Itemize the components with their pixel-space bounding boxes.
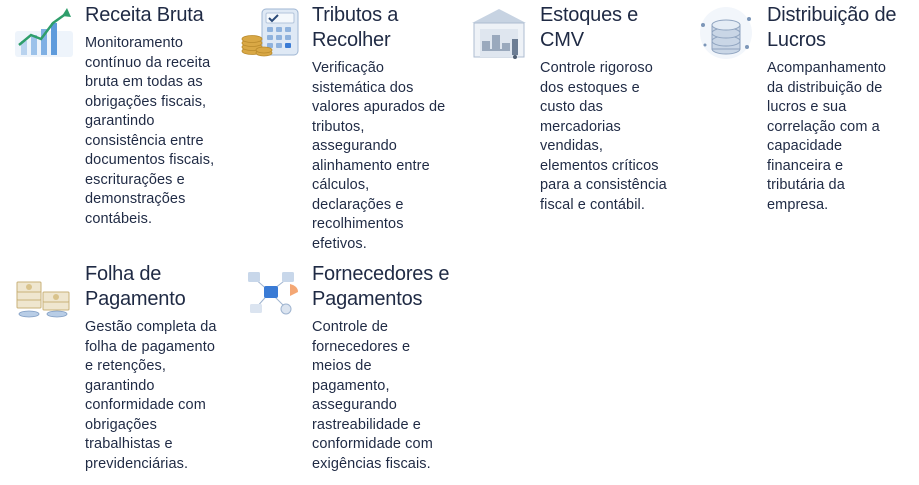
money-stacks-icon <box>13 264 75 320</box>
supplier-network-icon <box>240 264 302 320</box>
card-title: Folha de Pagamento <box>85 263 186 310</box>
growth-chart-icon <box>13 5 75 61</box>
card-description: Gestão completa da folha de pagamento e retenções, garantindo conformidade com obrigações trabalhistas e previdenciárias. <box>85 319 217 472</box>
calculator-coins-icon <box>240 5 302 61</box>
coin-stack-icon <box>695 5 757 61</box>
card-description: Controle rigoroso dos estoques e custo das mercadorias vendidas, elementos críticos para a consistência fiscal e contábil. <box>540 60 667 213</box>
card-title: Fornecedores e Pagamentos <box>312 263 450 310</box>
card-title: Tributos a Recolher <box>312 4 399 51</box>
card-title: Distribuição de Lucros <box>767 4 897 51</box>
card-title: Receita Bruta <box>85 4 204 26</box>
card-description: Acompanhamento da distribuição de lucros e sua correlação com a capacidade financeira e tributária da empresa. <box>767 60 887 213</box>
card-description: Controle de fornecedores e meios de pagamento, assegurando rastreabilidade e conformidade com exigências fiscais. <box>312 319 433 472</box>
card-title: Estoques e CMV <box>540 4 639 51</box>
card-description: Verificação sistemática dos valores apurados de tributos, assegurando alinhamento entre cálculos, declarações e recolhimentos efetivos. <box>312 60 446 252</box>
warehouse-icon <box>468 5 530 61</box>
card-description: Monitoramento contínuo da receita bruta em todas as obrigações fiscais, garantindo consistência entre documentos fiscais, escriturações e demonstrações contábeis. <box>85 35 215 227</box>
